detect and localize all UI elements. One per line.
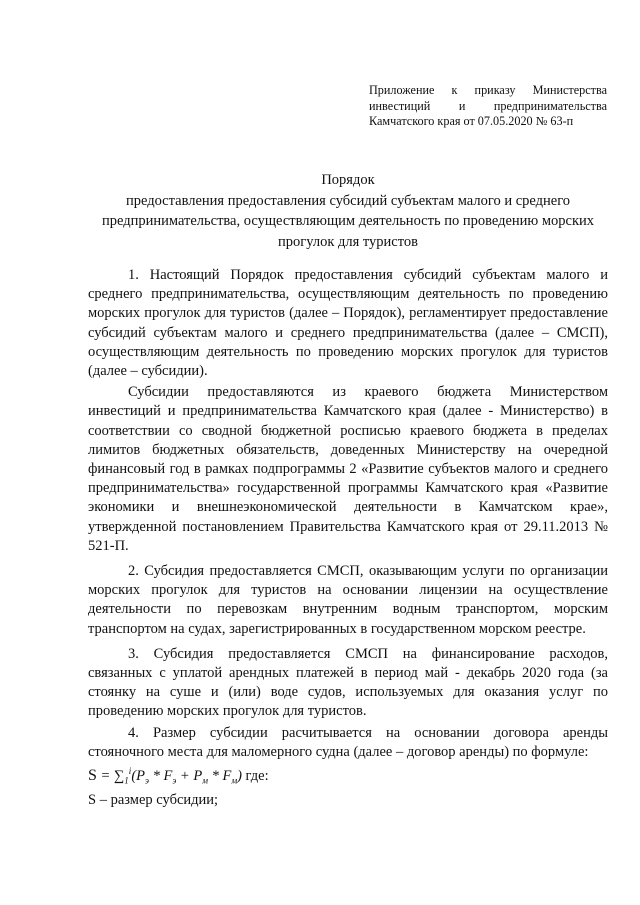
- subsidy-formula: [88, 762, 608, 791]
- formula-sub-e2: э: [172, 775, 177, 786]
- paragraph-2: Субсидии предоставляются из краевого бюджета Министерством инвестиций и предпринимательства Камчатского края (далее - Министерство) в соответствии со сводной бюджетной росписью краевого бюджета в пределах лимитов бюджетных обязательств, доведенных Министерству на очередной финансовый год в рамках подпрограммы 2 «Развитие субъектов малого и среднего предпринимательства» государственной программы Камчатского края «Развитие экономики и внешнеэкономической деятельности в Камчатском крае», утвержденной постановлением Правительства Камчатского края от 29.11.2013 № 521-П.: [88, 384, 608, 554]
- definition-s: S – размер субсидии;: [88, 792, 219, 808]
- title-main: Порядок: [321, 172, 375, 188]
- formula-sub-m1: м: [202, 775, 208, 786]
- formula-sum-lower: 1: [124, 775, 129, 786]
- appendix-line-3: Камчатского края от 07.05.2020 № 63-п: [369, 114, 574, 128]
- appendix-line-2: инвестиций и предпринимательства: [369, 98, 607, 113]
- appendix-line-1: Приложение к приказу Министерства: [369, 83, 607, 97]
- formula-f-e: * F: [148, 767, 173, 784]
- paragraph-4: 3. Субсидия предоставляется СМСП на финансирование расходов, связанных с уплатой арендных платежей в период май - декабрь 2020 года (за стоянку на суше и (или) воде судов, используемых для оказания услуг по проведению морских прогулок для туристов.: [88, 645, 608, 720]
- appendix-header: [369, 83, 607, 130]
- paragraph-3: 2. Субсидия предоставляется СМСП, оказывающим услуги по организации морских прогулок для туристов на основании лицензии на осуществление деятельности по перевозкам внутренним водным транспортом, морским транспортом на судах, зарегистрированных в государственном морском реестре.: [88, 563, 608, 637]
- formula-p-m: + P: [176, 767, 203, 784]
- formula-sub-m2: м: [231, 775, 238, 786]
- formula-f-m: * F: [207, 767, 232, 784]
- formula-sum: ∑: [113, 767, 125, 784]
- document-body: [88, 266, 608, 810]
- title-subtitle: предоставления предоставления субсидий субъектам малого и среднего предпринимательства, осуществляющим деятельность по проведению морских прогулок для туристов: [101, 192, 595, 250]
- formula-lhs: S: [88, 766, 97, 784]
- formula-p-e: (P: [131, 767, 145, 784]
- document-title: [88, 170, 608, 252]
- paragraph-5: 4. Размер субсидии расчитывается на основании договора аренды стояночного места для маломерного судна (далее – договор аренды) по формуле:: [88, 724, 608, 760]
- paragraph-1: 1. Настоящий Порядок предоставления субсидий субъектам малого и среднего предпринимательства, осуществляющим деятельность по проведению морских прогулок для туристов (далее – Порядок), регламентирует предоставление субсидий субъектам малого и среднего предпринимательства (далее – СМСП), осуществляющим деятельность по проведению морских прогулок для туристов (далее – субсидии).: [88, 267, 608, 380]
- formula-eq: =: [100, 767, 111, 784]
- formula-sum-upper: i: [128, 766, 132, 777]
- formula-sub-e1: э: [145, 775, 149, 786]
- formula-close: ): [237, 767, 242, 784]
- formula-tail: где:: [241, 767, 269, 784]
